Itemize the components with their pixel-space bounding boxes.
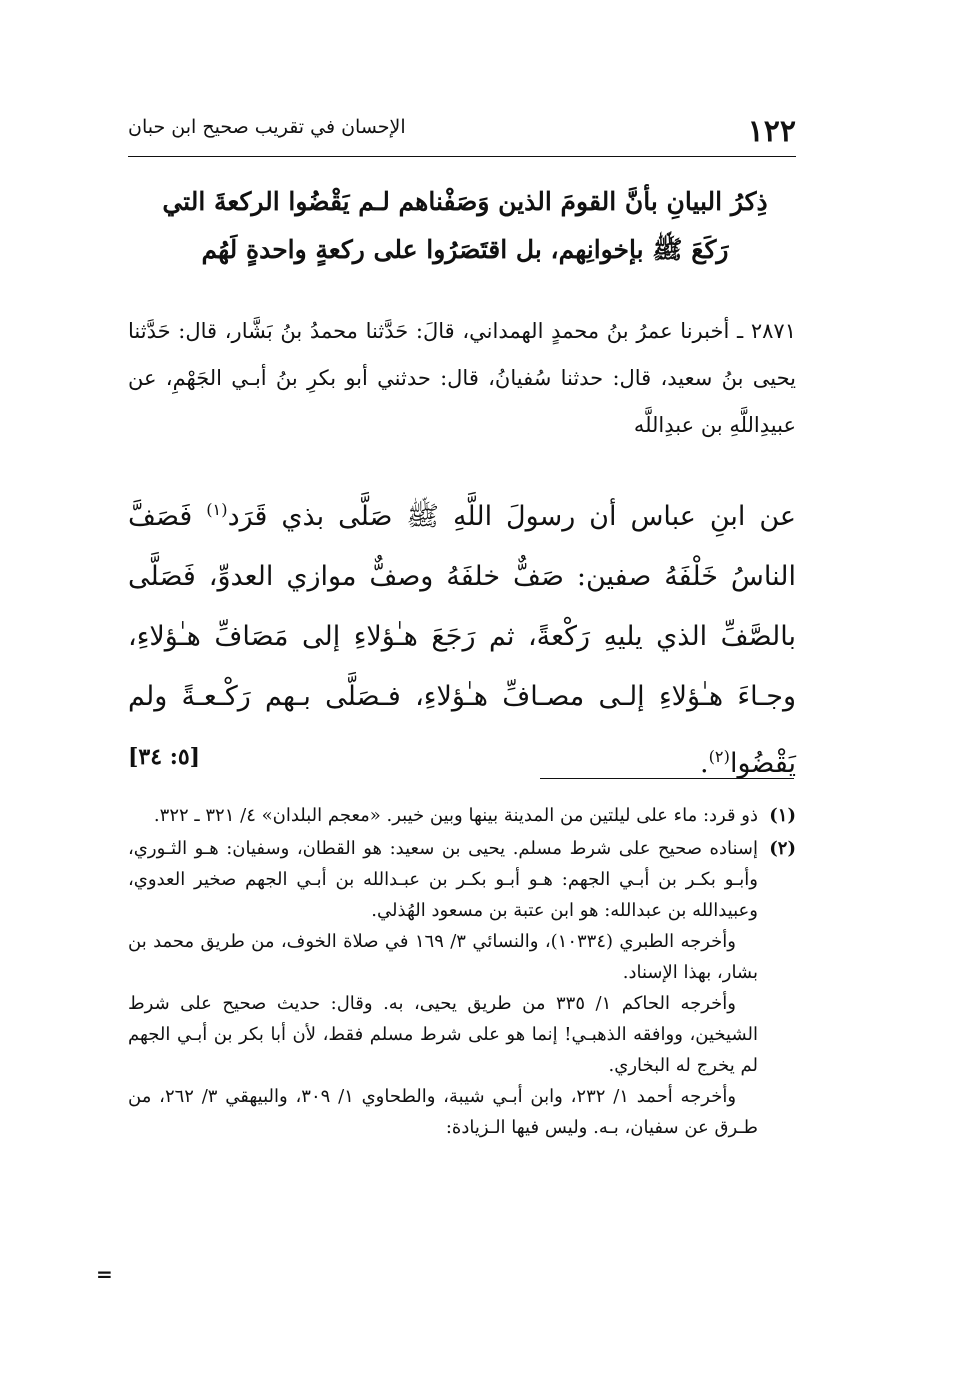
- hadith-isnad: ٢٨٧١ ـ أخبرنا عمرُ بنُ محمدٍ الهمداني، قالَ: حَدَّثنا محمدُ بنُ بَشَّار، قال: حَدَّثنا يحيى بنُ سعيد، قال: حدثنا سُفيانُ، قال: حدثني أبو بكرِ بنُ أبـي الجَهْمِ، عن عبيدِاللَّهِ بن عبدِاللَّه: [128, 319, 796, 437]
- continuation-mark: =: [96, 1262, 113, 1286]
- footnote-1-mark: (١): [769, 805, 796, 826]
- section-title-line-1: ذِكرُ البيانِ بأنَّ القومَ الذين وَصَفْناهم لـم يَقْضُوا الركعةَ التي: [162, 187, 768, 216]
- footnote-2-paragraph-3: وأخرجه الحاكم ١/ ٣٣٥ من طريق يحيى، به. وقال: حديث صحيح على شرط الشيخين، ووافقه الذهبـي! إنما هو على شرط مسلم فقط، لأن أبا بكر بن أبـي الجهم لم يخرج له البخاري.: [128, 993, 758, 1076]
- footnote-2-mark: (٢): [769, 838, 796, 859]
- footnote-2: [128, 833, 796, 1143]
- footnote-2-paragraph-4: وأخرجه أحمد ١/ ٢٣٢، وابن أبـي شيبة، والطحاوي ١/ ٣٠٩، والبيهقي ٣/ ٢٦٢، من طـرق عن سفيان، بـه. وليس فيها الـزيادة:: [128, 1086, 758, 1138]
- page-number: ١٢٢: [747, 114, 796, 149]
- page-header: [128, 108, 796, 157]
- footnote-ref-2[interactable]: (٢): [708, 747, 730, 766]
- footnote-2-paragraph-2: وأخرجه الطبري (١٠٣٣٤)، والنسائي ٣/ ١٦٩ في صلاة الخوف، من طريق محمد بن بشار، بهذا الإسناد.: [128, 931, 758, 983]
- footnotes: [128, 800, 796, 1145]
- matn-end: .: [700, 748, 709, 779]
- hadith-matn: [128, 480, 796, 794]
- footnote-1: [128, 800, 796, 831]
- matn-text-part-1: عن ابنِ عباس أن رسولَ اللَّهِ ﷺ صَلَّى بذي قَرَد: [227, 501, 796, 532]
- footnote-divider: [540, 778, 794, 779]
- footnote-1-text: ذو قرد: ماء على ليلتين من المدينة بينها وبين خيبر. «معجم البلدان» ٤/ ٣٢١ ـ ٣٢٢.: [153, 805, 758, 826]
- section-title-line-2: رَكَعَ ﷺ بإخوانِهم، بل اقتَصَرُوا على ركعةٍ واحدةٍ لَهُم: [201, 235, 729, 264]
- section-title: [150, 178, 780, 274]
- footnote-2-paragraph-1: إسناده صحيح على شرط مسلم. يحيى بن سعيد: هو القطان، وسفيان: هـو الثـوري، وأبـو بكـر بن أبـي الجهم: هـو أبـو بكـر بن عبـدالله بن أبـي الجهم صخير العدوي، وعبيدالله بن عبدالله: هو ابن عتبة بن مسعود الهُذلي.: [128, 838, 758, 921]
- running-title: الإحسان في تقريب صحيح ابن حبان: [128, 116, 406, 138]
- footnote-ref-1[interactable]: (١): [206, 500, 228, 519]
- hadith-reference: [٥: ٣٤]: [128, 744, 201, 770]
- matn-text-part-2: فَصَفَّ الناسُ خَلْفَهُ صفين: صَفٌّ خلفَهُ وصفٌّ موازي العدوِّ، فَصَلَّى بالصَّفِّ الذي يليهِ رَكْعةً، ثم رَجَعَ هـٰؤلاءِ إلى مَصَافِّ هـٰؤلاءِ، وجـاءَ هـٰؤلاءِ إلـى مصـافِّ هـٰؤلاءِ، فـصَلَّى بـهم رَكْـعـةً ولم يَقْضُوا: [128, 501, 796, 779]
